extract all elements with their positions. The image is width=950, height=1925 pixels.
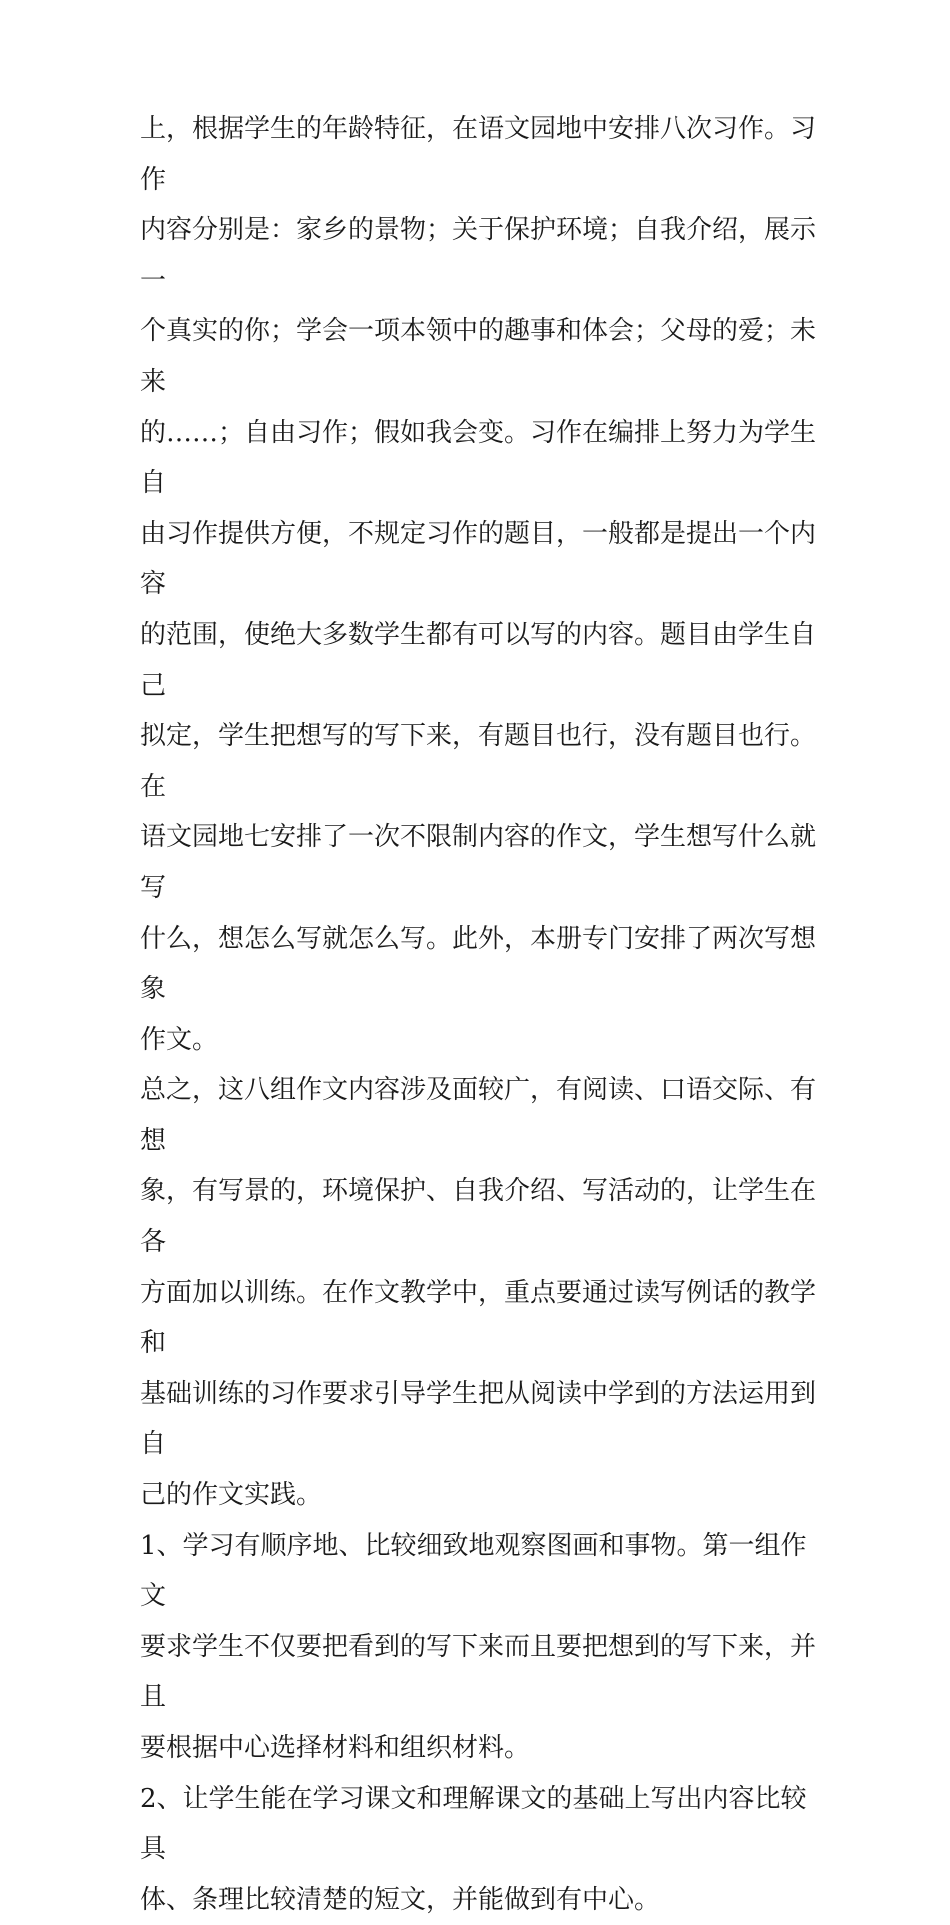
text-line: 拟定，学生把想写的写下来，有题目也行，没有题目也行。在 — [140, 721, 817, 802]
paragraph-item-2 — [140, 1774, 820, 1925]
paragraph-item-1 — [140, 1521, 820, 1774]
text-line: 由习作提供方便，不规定习作的题目，一般都是提出一个内容 — [140, 518, 817, 600]
text-line: 什么，想怎么写就怎么写。此外，本册专门安排了两次写想象 — [140, 923, 817, 1005]
text-line: 方面加以训练。在作文教学中，重点要通过读写例话的教学和 — [140, 1277, 817, 1359]
document-body — [140, 104, 820, 1925]
text-line: 体、条理比较清楚的短文，并能做到有中心。 — [140, 1884, 661, 1915]
text-line: 的……；自由习作；假如我会变。习作在编排上努力为学生自 — [140, 417, 817, 499]
text-line: 2、让学生能在学习课文和理解课文的基础上写出内容比较具 — [140, 1783, 807, 1865]
text-line: 象，有写景的，环境保护、自我介绍、写活动的，让学生在各 — [140, 1176, 817, 1258]
paragraph-summary — [140, 1065, 820, 1520]
text-line: 内容分别是：家乡的景物；关于保护环境；自我介绍，展示一 — [140, 215, 817, 296]
text-line: 的范围，使绝大多数学生都有可以写的内容。题目由学生自己 — [140, 619, 817, 701]
paragraph-writing-arrangement — [140, 104, 820, 1065]
text-line: 要根据中心选择材料和组织材料。 — [140, 1733, 531, 1763]
text-line: 作文。 — [140, 1024, 219, 1055]
text-line: 1、学习有顺序地、比较细致地观察图画和事物。第一组作文 — [140, 1530, 807, 1612]
text-line: 要求学生不仅要把看到的写下来而且要把想到的写下来，并且 — [140, 1631, 817, 1713]
text-line: 语文园地七安排了一次不限制内容的作文，学生想写什么就写 — [140, 822, 817, 903]
text-line: 上，根据学生的年龄特征，在语文园地中安排八次习作。习作 — [140, 114, 817, 195]
text-line: 基础训练的习作要求引导学生把从阅读中学到的方法运用到自 — [140, 1378, 817, 1460]
text-line: 总之，这八组作文内容涉及面较广，有阅读、口语交际、有想 — [140, 1075, 817, 1156]
text-line: 己的作文实践。 — [140, 1480, 323, 1511]
text-line: 个真实的你；学会一项本领中的趣事和体会；父母的爱；未来 — [140, 316, 817, 397]
